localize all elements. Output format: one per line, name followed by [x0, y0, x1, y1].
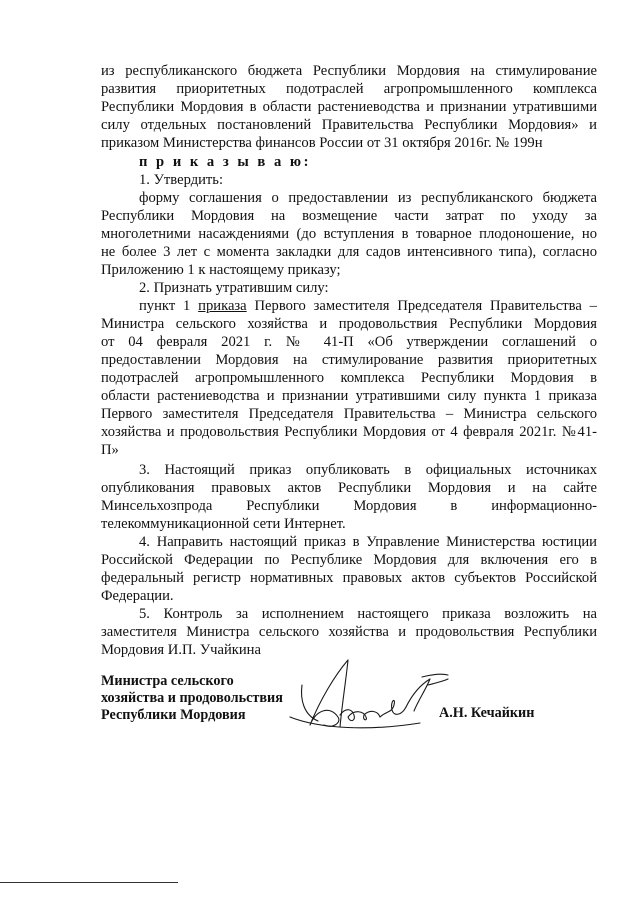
text-line: опубликования правовых актов Республики Мордовия и на сайте — [101, 480, 597, 496]
text-line: заместителя Министра сельского хозяйства и продовольствия Республики — [101, 624, 597, 640]
text-line — [139, 298, 597, 314]
item2-title: 2. Признать утратившим силу: — [139, 280, 329, 296]
text-line: из республиканского бюджета Республики Мордовия на стимулирование — [101, 63, 597, 79]
item2-text: Первого заместителя Председателя Правительства – — [246, 298, 597, 314]
signatory-title: хозяйства и продовольствия — [101, 690, 283, 706]
footer-divider — [0, 882, 178, 883]
text-line: подотраслей агропромышленного комплекса Республики Мордовия в — [101, 370, 597, 386]
text-line: Республики Мордовия в области растениеводства и признании утратившими — [101, 99, 597, 115]
text-line: многолетними насаждениями (до вступления в товарное плодоношение, но — [101, 226, 597, 242]
order-link[interactable]: приказа — [198, 298, 247, 314]
text-line: Приложению 1 к настоящему приказу; — [101, 262, 341, 278]
text-line: федеральный регистр нормативных правовых актов субъектов Российской — [101, 570, 597, 586]
text-line: от 04 февраля 2021 г. № 41-П «Об утверждении соглашений о — [101, 334, 597, 350]
text-line: не более 3 лет с момента закладки для садов интенсивного типа), согласно — [101, 244, 597, 260]
text-line: 4. Направить настоящий приказ в Управление Министерства юстиции — [139, 534, 597, 550]
item2-text: пункт 1 — [139, 298, 199, 314]
text-line: предоставлении Мордовия на стимулирование развития приоритетных — [101, 352, 597, 368]
text-line: области растениеводства и признании утратившими силу пункта 1 приказа — [101, 388, 597, 404]
handwritten-signature — [280, 655, 450, 735]
order-word: п р и к а з ы в а ю: — [139, 154, 311, 170]
text-line: Федерации. — [101, 588, 174, 604]
text-line: 3. Настоящий приказ опубликовать в официальных источниках — [139, 462, 597, 478]
signatory-name: А.Н. Кечайкин — [439, 705, 535, 721]
text-line: Российской Федерации по Республике Мордовия для включения его в — [101, 552, 597, 568]
text-line: хозяйства и продовольствия Республики Мордовия от 4 февраля 2021г. №41- — [101, 424, 597, 440]
signatory-title: Республики Мордовия — [101, 707, 246, 723]
text-line: П» — [101, 442, 119, 458]
item1-title: 1. Утвердить: — [139, 172, 224, 188]
text-line: Мордовия И.П. Учайкина — [101, 642, 261, 658]
text-line: Минсельхозпрода Республики Мордовия в информационно- — [101, 498, 597, 514]
text-line: форму соглашения о предоставлении из республиканского бюджета — [139, 190, 597, 206]
signatory-title: Министра сельского — [101, 673, 234, 689]
text-line: Министра сельского хозяйства и продовольствия Республики Мордовия — [101, 316, 597, 332]
text-line: телекоммуникационной сети Интернет. — [101, 516, 346, 532]
text-line: 5. Контроль за исполнением настоящего приказа возложить на — [139, 606, 597, 622]
text-line: Республики Мордовия на возмещение части затрат по уходу за — [101, 208, 597, 224]
text-line: Первого заместителя Председателя Правительства – Министра сельского — [101, 406, 597, 422]
text-line: развития приоритетных подотраслей агропромышленного комплекса — [101, 81, 597, 97]
text-line: силу отдельных постановлений Правительства Республики Мордовия» и — [101, 117, 597, 133]
text-line: приказом Министерства финансов России от 31 октября 2016г. № 199н — [101, 135, 543, 151]
